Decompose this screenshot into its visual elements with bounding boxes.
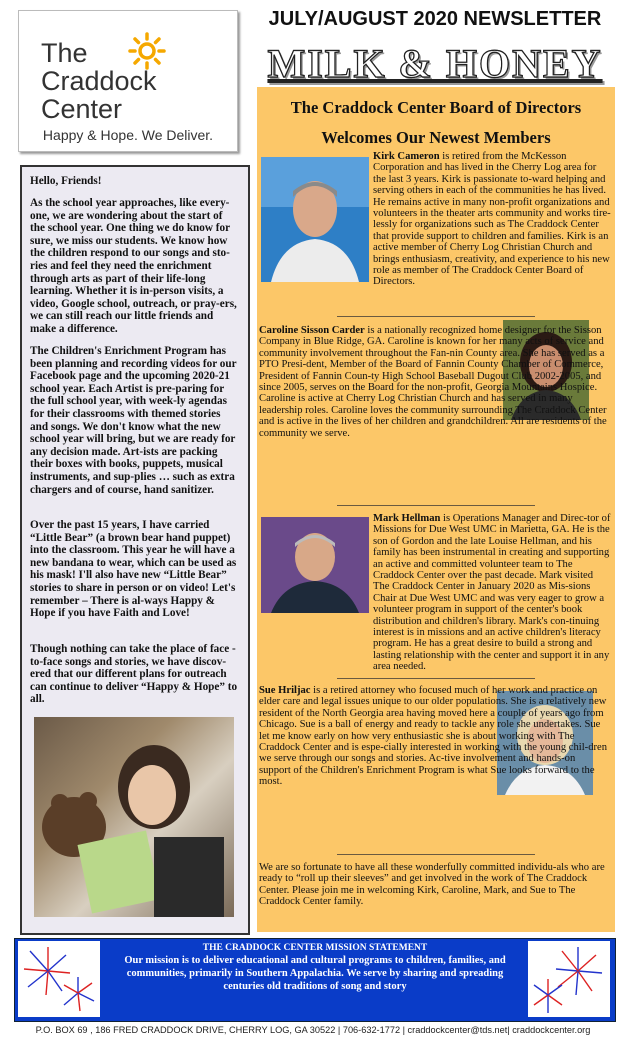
closing-paragraph: We are so fortunate to have all these wonderfully committed individu-als who are ready to “roll up their sleeves” and get involved in the work of The Craddock Center. Please join me in welcoming Kirk, Caroline, Mark, and Sue to The Craddock Center family. (259, 862, 605, 908)
logo-name: The Craddock Center (41, 38, 157, 124)
mission-title: THE CRADDOCK CENTER MISSION STATEMENT (202, 943, 428, 953)
mission-text: Our mission is to deliver educational and cultural programs to children, families, and communities, primarily in Southern Appalachia. We serve by sharing and spreading centuries old traditions of song and story (124, 955, 506, 992)
letter-paragraph: As the school year approaches, like every-one, we are wondering about the start of the school year. One thing we do know for sure, we miss our students. We know how the children respond to our songs and sto-ries and feel they need the enrichment through arts as part of their life-long learning. Whether it is in-person visits, a video, Google school, outreach, or pray-ers, we can still reach our little friends and make a difference. (30, 197, 237, 335)
divider (337, 854, 535, 855)
member-bio-caroline-sisson-carder: Caroline Sisson Carder is a nationally recognized home designer for the Sisson Company in Blue Ridge, GA. Caroline is known for her many acts of service and community involvement throughout the Fan-nin County area. She has served as a PTO Presi-dent, Member of the Board of Fannin County Chamber of Commerce, President of Fannin Coun-ty High School Baseball Dugout Club 2002-2005, and since 2005, serves on the Board for the non-profit, Georgia Mountains Hospice. Caroline is active at Cherry Log Christian Church and has served in many leadership roles. Caroline loves the community surrounding The Craddock Center and is active in the lives of her children and grandchildren. All are residents of the community we serve. (259, 325, 607, 439)
masthead-title: MILK & HONEY (267, 41, 603, 86)
divider (337, 316, 535, 317)
letter-paragraph: Over the past 15 years, I have carried “Little Bear” (a brown bear hand puppet) into the classroom. This year he will have a new bandana to wear, which can be used as his mask! I'll also have new “Little Bear” stories to share in person or on video! Let's remember – There is al-ways Happy & Hope if you have Faith and Love! (30, 519, 237, 620)
member-name: Mark Hellman (373, 513, 441, 524)
newsletter-date: JULY/AUGUST 2020 NEWSLETTER (268, 8, 602, 30)
member-bio-sue-hriljac: Sue Hriljac is a retired attorney who focused much of her work and practice on elder care and legal issues unique to our older populations. She is a relatively new resident of the North Georgia area having moved here a couple of years ago from Chicago. Sue is a ball of energy and ready to tackle any role she undertakes. Sue let me know early on how very enthusiastic she is about working with The Craddock Center and is espe-cially interested in working with the young chil-dren we serve through our songs and stories. Ac-tive involvement and hands-on support of the Children's Enrichment Program is what Sue looks forward to the most. (259, 685, 608, 788)
member-bio-mark-hellman: Mark Hellman is Operations Manager and Direc-tor of Missions for Due West UMC in Marietta, GA. He is the son of Gordon and the late Louise Hellman, and his family has been instrumental in creating and supporting an active and committed volunteer team to The Craddock Center over the past decade. Mark visited The Craddock Center in January 2020 as Mis-sions Chair at Due West UMC and was very eager to grow a volunteer program in support of the center's book distribution and children's library. Mark's con-tinuing interest is in missions and an active children's literacy program. He has a great desire to build a strong and lasting relationship with the center and support it in any area needed. (373, 513, 611, 673)
letter-paragraph: Though nothing can take the place of face -to-face songs and stories, we have discov-ered that our different plans for outreach can continue to deliver “Happy & Hope” to all. (30, 643, 238, 706)
firework-right-icon (528, 941, 610, 1017)
firework-left-icon (18, 941, 100, 1017)
photo-mark-hellman (261, 517, 369, 613)
letter-column (20, 165, 250, 935)
photo-kirk-cameron (261, 157, 369, 282)
divider (337, 678, 535, 679)
board-panel (257, 87, 615, 932)
photo-little-bear (34, 717, 234, 917)
member-name: Kirk Cameron (373, 151, 440, 162)
logo-tagline: Happy & Hope. We Deliver. (42, 127, 214, 143)
member-bio-kirk-cameron: Kirk Cameron is retired from the McKesson Corporation and has lived in the Cherry Log area for the last 3 years. Kirk is passionate to-ward helping and serving others in each of the communities he has lived. He remains active in many non-profit organizations and volunteers in the theater arts community and works tire-lessly for organizations such as The Craddock Center that provide support to children and families. Kirk is an active member of Cherry Log Christian Church and brings enthusiasm, creativity, and experience to his new role as member of The Craddock Center Board of Directors. (373, 151, 611, 288)
divider (337, 505, 535, 506)
member-name: Caroline Sisson Carder (259, 325, 365, 336)
board-heading: The Craddock Center Board of Directors Welcomes Our Newest Members (290, 98, 582, 147)
letter-paragraph: The Children's Enrichment Program has been planning and recording videos for our Facebook page and the upcoming 2020-21 school year. Each Artist is pre-paring for the full school year, with week-ly agendas for their classrooms with themed stories and songs. We don't know what the new school year will bring, but we are ready for any decision made. Art-ists are packing their boxes with books, puppets, musical instruments, and sup-plies … such as extra chargers and of course, hand sanitizer. (30, 345, 237, 496)
footer-contact: P.O. BOX 69 , 186 FRED CRADDOCK DRIVE, CHERRY LOG, GA 30522 | 706-632-1772 | craddockcenter@tds.net| craddockcenter.org (35, 1025, 591, 1035)
mission-statement-box (14, 938, 616, 1022)
member-name: Sue Hriljac (259, 685, 311, 696)
logo (18, 10, 238, 152)
letter-greeting: Hello, Friends! (30, 175, 102, 187)
